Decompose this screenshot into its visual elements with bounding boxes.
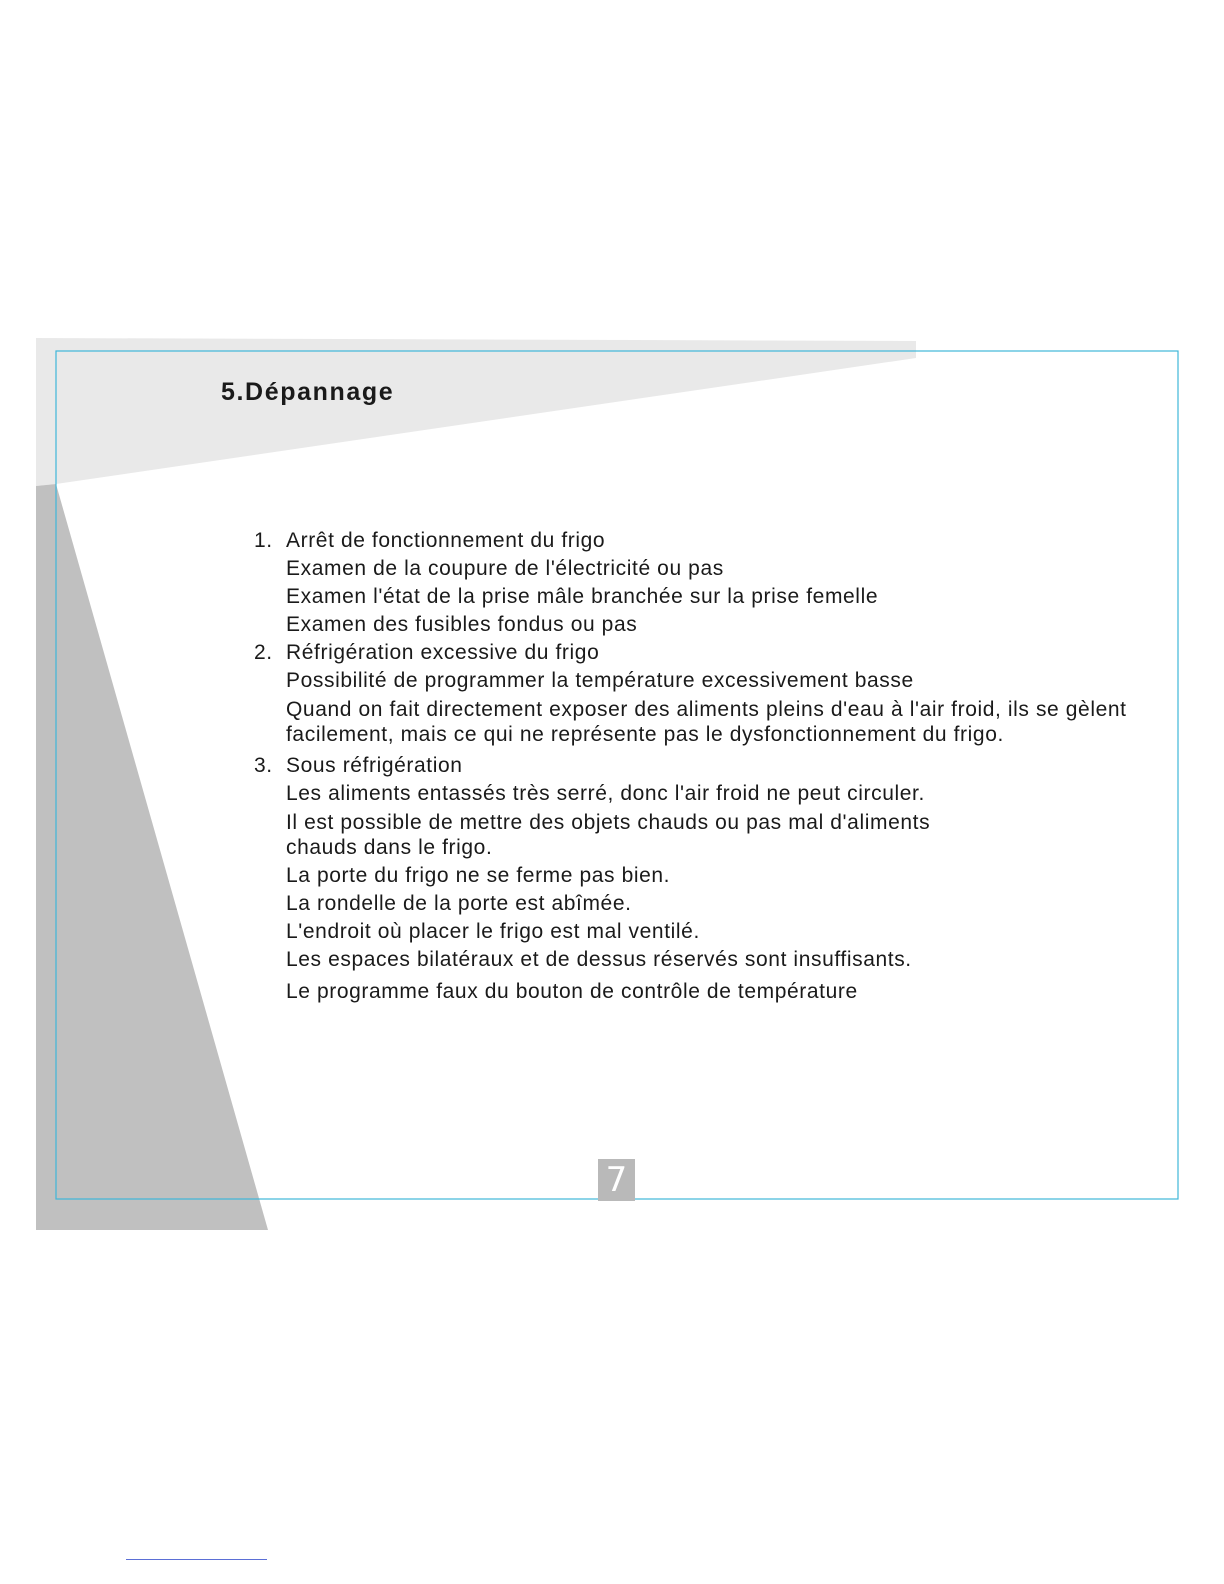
item-heading: Sous réfrigération (286, 754, 463, 777)
list-item (254, 639, 1134, 747)
troubleshooting-list (254, 527, 1134, 1006)
list-item (254, 527, 1134, 639)
item-line: Possibilité de programmer la température excessivement basse (286, 669, 914, 692)
item-line: Les aliments entassés très serré, donc l'air froid ne peut circuler. (286, 782, 925, 805)
footer-rule (126, 1559, 267, 1560)
section-title: 5.Dépannage (221, 378, 395, 406)
item-heading: Arrêt de fonctionnement du frigo (286, 529, 606, 552)
item-line: Le programme faux du bouton de contrôle de température (286, 980, 858, 1003)
item-number: 2. (254, 641, 273, 664)
item-line: Examen des fusibles fondus ou pas (286, 613, 638, 636)
item-number: 1. (254, 529, 273, 552)
item-line: Les espaces bilatéraux et de dessus réservés sont insuffisants. (286, 948, 912, 971)
page-number: 7 (598, 1159, 635, 1201)
item-line: La porte du frigo ne se ferme pas bien. (286, 864, 671, 887)
item-line: Il est possible de mettre des objets chauds ou pas mal d'aliments chauds dans le frigo. (286, 811, 931, 859)
item-number: 3. (254, 754, 273, 777)
item-line: L'endroit où placer le frigo est mal ventilé. (286, 920, 700, 943)
item-heading: Réfrigération excessive du frigo (286, 641, 600, 664)
item-line: Examen l'état de la prise mâle branchée sur la prise femelle (286, 585, 879, 608)
list-item (254, 752, 1134, 1006)
dark-gray-band (36, 484, 268, 1230)
item-line: Examen de la coupure de l'électricité ou pas (286, 557, 724, 580)
item-line: Quand on fait directement exposer des aliments pleins d'eau à l'air froid, ils se gèlent facilement, mais ce qui ne représente pas le dysfonctionnement du frigo. (286, 698, 1127, 746)
light-gray-band (36, 338, 916, 486)
item-line: La rondelle de la porte est abîmée. (286, 892, 632, 915)
